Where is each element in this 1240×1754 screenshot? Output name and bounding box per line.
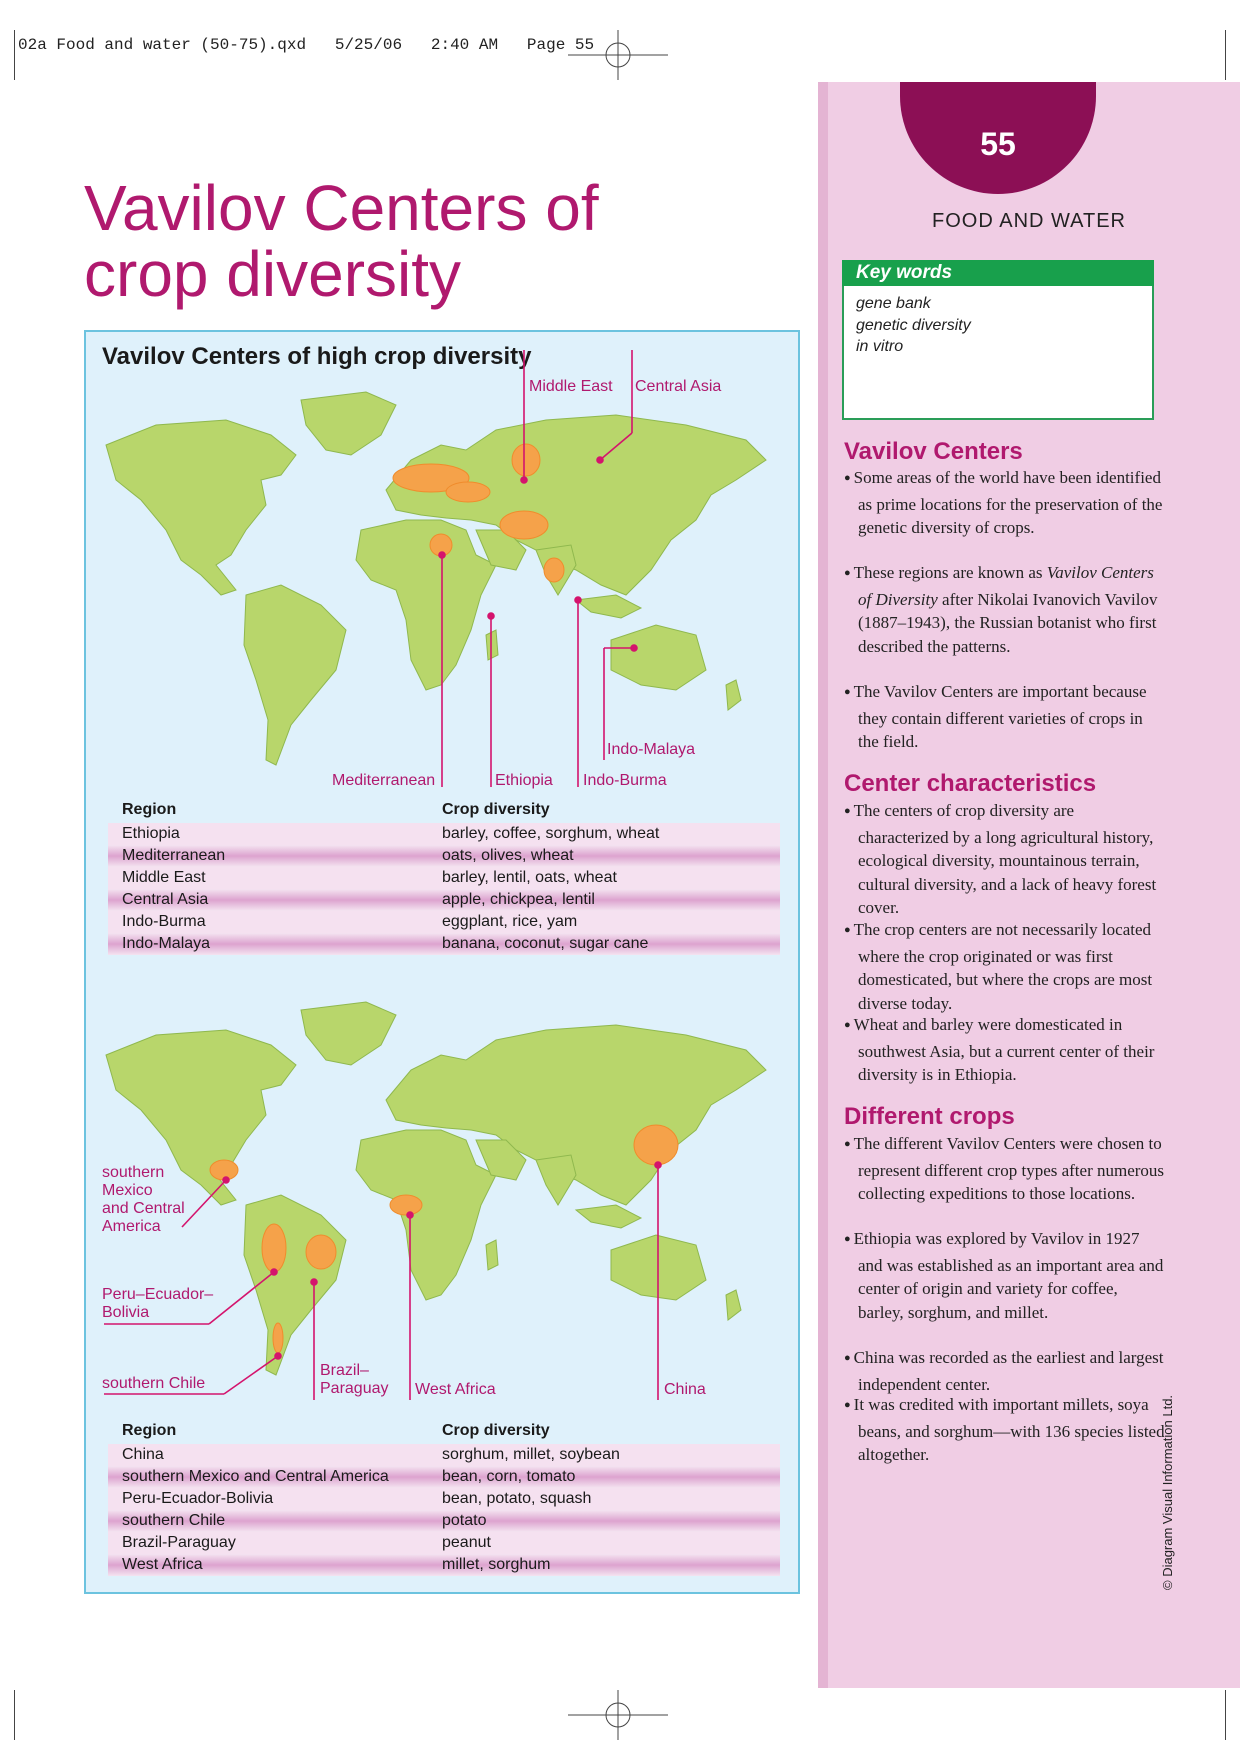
crop-mark bbox=[1225, 30, 1226, 80]
table-row bbox=[108, 845, 780, 867]
table-row bbox=[108, 1510, 780, 1532]
table-row bbox=[108, 1488, 780, 1510]
callout-dot-middle-east bbox=[521, 477, 527, 483]
region-cell: Brazil-Paraguay bbox=[122, 1534, 236, 1551]
crops-cell: eggplant, rice, yam bbox=[442, 913, 578, 930]
crop-mark bbox=[14, 1690, 15, 1740]
table-row bbox=[108, 1466, 780, 1488]
bullet-paragraph: ● These regions are known as Vavilov Centers of Diversity after Nikolai Ivanovich Vavilov (1887–1943), the Russian botanist who first described the patterns. bbox=[844, 561, 1166, 658]
callout-dot-ethiopia bbox=[488, 613, 494, 619]
table2-header-region: Region bbox=[122, 1422, 177, 1439]
region-cell: Mediterranean bbox=[122, 847, 226, 864]
table-row bbox=[108, 911, 780, 933]
callout-dot-brazil bbox=[311, 1279, 317, 1285]
crops-cell: bean, potato, squash bbox=[442, 1490, 592, 1507]
page-title-line-1: Vavilov Centers of bbox=[84, 172, 599, 244]
section-label: FOOD AND WATER bbox=[932, 210, 1126, 232]
crops-cell: sorghum, millet, soybean bbox=[442, 1446, 620, 1463]
label-mexico-line: Mexico bbox=[102, 1182, 153, 1199]
label-brazil-line: Brazil– bbox=[320, 1362, 369, 1379]
region-cell: southern Chile bbox=[122, 1512, 226, 1529]
page-title bbox=[84, 172, 599, 310]
callout-dot-mediterranean bbox=[439, 552, 445, 558]
bullet-paragraph: ● The different Vavilov Centers were chosen to represent different crop types after numerous collecting expeditions to those locations. bbox=[844, 1132, 1166, 1206]
bullet-paragraph: ● The Vavilov Centers are important because they contain different varieties of crops in the field. bbox=[844, 680, 1166, 754]
table2-header-crops: Crop diversity bbox=[442, 1422, 550, 1439]
table-row bbox=[108, 867, 780, 889]
table-row bbox=[108, 1444, 780, 1466]
region-cell: southern Mexico and Central America bbox=[122, 1468, 389, 1485]
page-title-line-2: crop diversity bbox=[84, 238, 461, 310]
copyright-notice: © Diagram Visual Information Ltd. bbox=[1160, 1394, 1175, 1590]
callout-line-mexico bbox=[182, 1180, 226, 1227]
bullet-paragraph: ● Some areas of the world have been identified as prime locations for the preservation of the genetic diversity of crops. bbox=[844, 466, 1166, 540]
bullet-paragraph: ● It was credited with important millets, soya beans, and sorghum—with 136 species listed altogether. bbox=[844, 1393, 1166, 1467]
label-middle-east: Middle East bbox=[529, 378, 613, 395]
callout-dot-indo-malaya bbox=[631, 645, 637, 651]
key-word-item: genetic diversity bbox=[856, 317, 971, 334]
table-row bbox=[108, 1554, 780, 1576]
table-row bbox=[108, 1532, 780, 1554]
callout-line-peru bbox=[209, 1272, 274, 1324]
callout-dot-mexico bbox=[223, 1177, 229, 1183]
crops-cell: apple, chickpea, lentil bbox=[442, 891, 595, 908]
bullet-paragraph: ● China was recorded as the earliest and largest independent center. bbox=[844, 1346, 1166, 1396]
label-mexico-central-america bbox=[102, 1164, 185, 1236]
sidebar-edge bbox=[818, 82, 828, 1688]
callout-dot-peru bbox=[271, 1269, 277, 1275]
crops-cell: barley, coffee, sorghum, wheat bbox=[442, 825, 660, 842]
map1-callout-lines bbox=[84, 330, 800, 800]
region-cell: Central Asia bbox=[122, 891, 209, 908]
region-cell: Ethiopia bbox=[122, 825, 180, 842]
label-central-asia: Central Asia bbox=[635, 378, 722, 395]
label-peru-ecuador-bolivia bbox=[102, 1286, 213, 1322]
label-southern-chile: southern Chile bbox=[102, 1375, 206, 1392]
callout-dot-chile bbox=[275, 1353, 281, 1359]
region-cell: Peru-Ecuador-Bolivia bbox=[122, 1490, 274, 1507]
crop-mark bbox=[14, 30, 15, 80]
key-word-item: in vitro bbox=[856, 338, 904, 355]
crops-cell: barley, lentil, oats, wheat bbox=[442, 869, 617, 886]
label-peru-line: Bolivia bbox=[102, 1304, 150, 1321]
label-ethiopia: Ethiopia bbox=[495, 772, 553, 789]
region-cell: Indo-Malaya bbox=[122, 935, 211, 952]
label-mexico-line: southern bbox=[102, 1164, 165, 1181]
panel-title: Vavilov Centers of high crop diversity bbox=[102, 343, 532, 370]
bullet-paragraph: ● Ethiopia was explored by Vavilov in 1927 and was established as an important area and center of origin and variety for coffee, barley, sorghum, and millet. bbox=[844, 1227, 1166, 1324]
table1-header-crops: Crop diversity bbox=[442, 801, 550, 818]
callout-dot-indo-burma bbox=[575, 597, 581, 603]
section-heading-vavilov-centers: Vavilov Centers bbox=[844, 438, 1023, 465]
label-mediterranean: Mediterranean bbox=[332, 772, 436, 789]
crops-cell: potato bbox=[442, 1512, 487, 1529]
key-words-heading: Key words bbox=[842, 260, 1154, 286]
map2-callout-lines bbox=[84, 990, 800, 1410]
label-brazil-line: Paraguay bbox=[320, 1380, 389, 1397]
label-brazil-paraguay bbox=[320, 1362, 389, 1398]
callout-dot-west-africa bbox=[407, 1212, 413, 1218]
label-peru-line: Peru–Ecuador– bbox=[102, 1286, 214, 1303]
bullet-paragraph: ● The centers of crop diversity are characterized by a long agricultural history, ecological diversity, mountainous terrain, cultural diversity, and a lack of heavy forest cover. bbox=[844, 799, 1166, 920]
callout-dot-china bbox=[655, 1162, 661, 1168]
bullet-paragraph: ● The crop centers are not necessarily located where the crop originated or was first domesticated, but where the crops are most diverse today. bbox=[844, 918, 1166, 1015]
callout-line-chile bbox=[224, 1356, 278, 1394]
label-mexico-line: America bbox=[102, 1218, 161, 1235]
table-row bbox=[108, 889, 780, 911]
registration-mark bbox=[568, 1690, 668, 1740]
crops-cell: peanut bbox=[442, 1534, 491, 1551]
region-cell: Middle East bbox=[122, 869, 206, 886]
label-west-africa: West Africa bbox=[415, 1381, 496, 1398]
bullet-paragraph: ● Wheat and barley were domesticated in southwest Asia, but a current center of their diversity is in Ethiopia. bbox=[844, 1013, 1166, 1087]
table-row bbox=[108, 933, 780, 955]
label-china: China bbox=[664, 1381, 706, 1398]
callout-dot-central-asia bbox=[597, 457, 603, 463]
label-indo-malaya: Indo-Malaya bbox=[607, 741, 696, 758]
section-heading-center-characteristics: Center characteristics bbox=[844, 770, 1097, 797]
key-word-item: gene bank bbox=[856, 295, 931, 312]
region-cell: Indo-Burma bbox=[122, 913, 206, 930]
label-mexico-line: and Central bbox=[102, 1200, 185, 1217]
page-number: 55 bbox=[980, 126, 1016, 162]
crop-mark bbox=[1225, 1690, 1226, 1740]
region-cell: West Africa bbox=[122, 1556, 203, 1573]
table1-header-region: Region bbox=[122, 801, 177, 818]
label-indo-burma: Indo-Burma bbox=[583, 772, 667, 789]
crops-cell: millet, sorghum bbox=[442, 1556, 551, 1573]
region-cell: China bbox=[122, 1446, 164, 1463]
crops-cell: bean, corn, tomato bbox=[442, 1468, 576, 1485]
registration-mark bbox=[568, 30, 668, 80]
bullet-italic-term: Vavilov Centers of Diversity bbox=[858, 563, 1154, 609]
table-row bbox=[108, 823, 780, 845]
section-heading-different-crops: Different crops bbox=[844, 1103, 1015, 1130]
crops-cell: banana, coconut, sugar cane bbox=[442, 935, 649, 952]
crops-cell: oats, olives, wheat bbox=[442, 847, 574, 864]
print-slug: 02a Food and water (50-75).qxd 5/25/06 2:40 AM Page 55 bbox=[18, 36, 595, 54]
